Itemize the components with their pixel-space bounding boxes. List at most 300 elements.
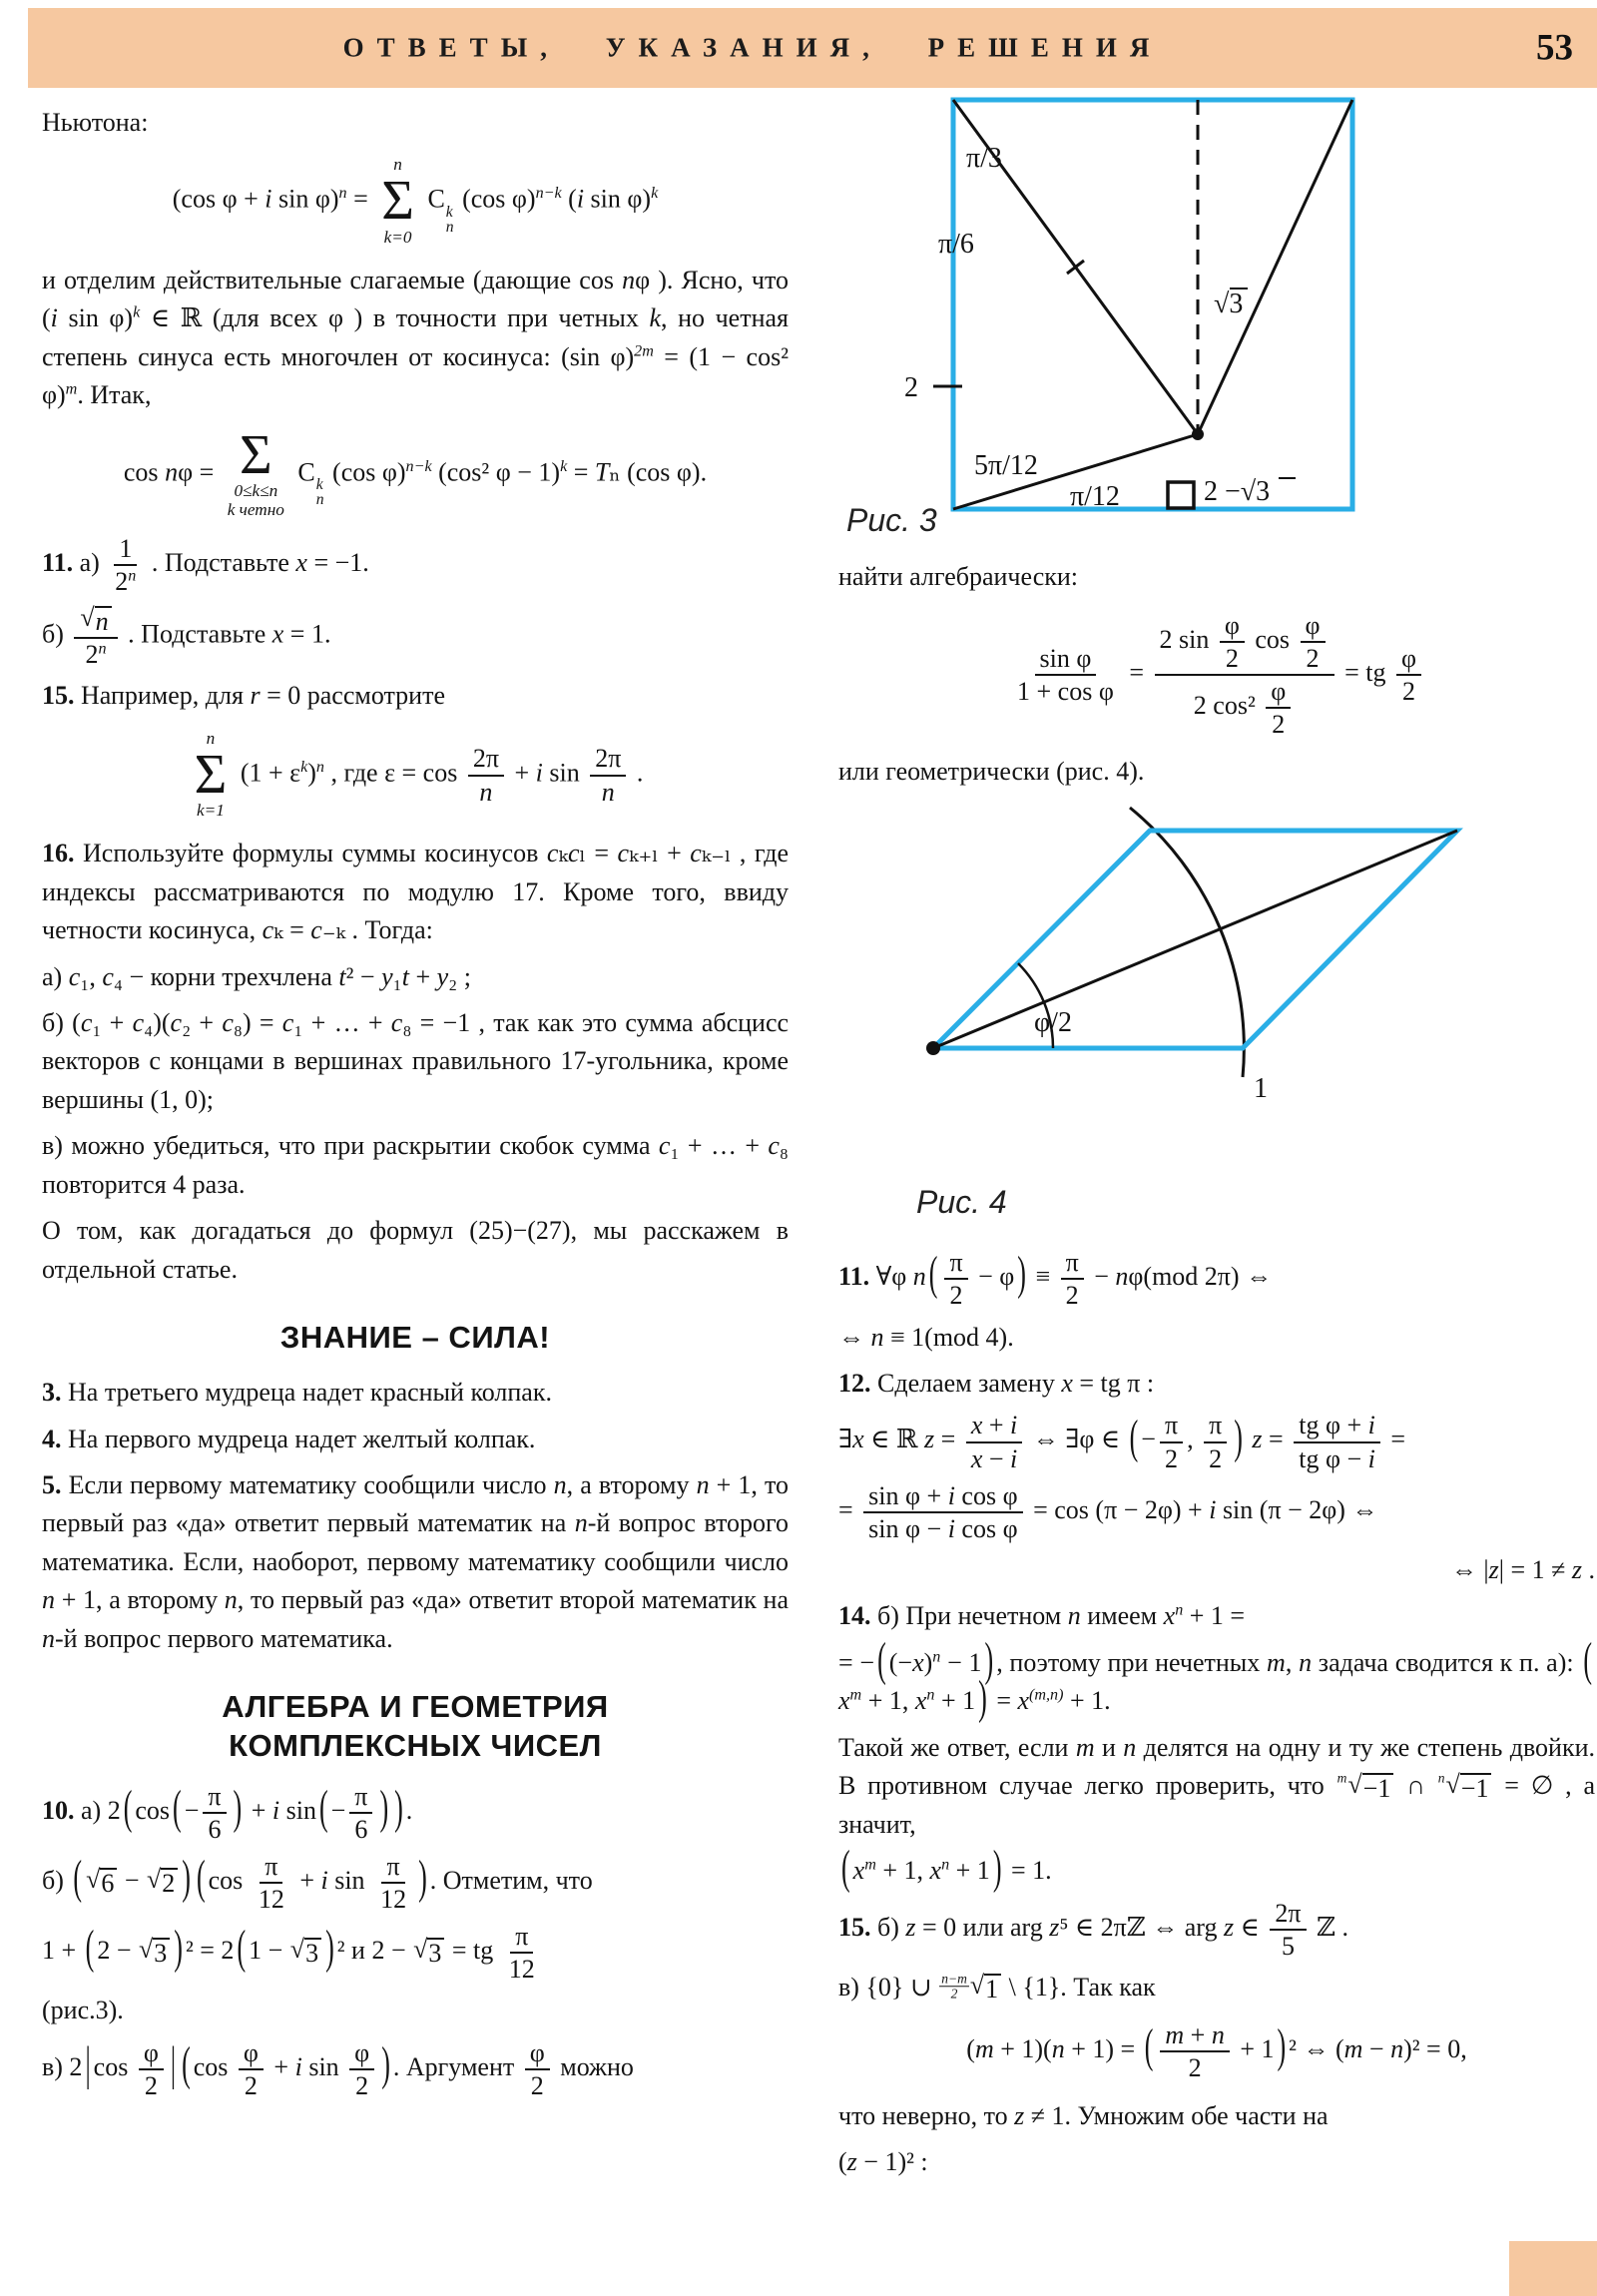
text-run: π [208,1781,222,1811]
text-run: найти алгебраически: [838,562,1079,592]
text-run: ₁ + [92,1008,133,1037]
text-run: + 1, [875,1856,930,1886]
text-run: = −1. [306,547,369,577]
superscript [66,380,78,397]
italic-run: c [617,839,630,868]
big-delimiter: ( [123,1780,133,1834]
italic-run: c [262,915,274,945]
text-run: − 1)² : [856,2147,928,2177]
superscript [651,185,658,202]
text-run: Например, для [74,681,251,711]
fraction [944,1248,967,1310]
italic-run: c [80,1008,93,1037]
text-run: n [206,728,216,748]
figure-4 [838,800,1537,1229]
fraction [1270,1899,1306,1961]
superscript [634,342,654,359]
superscript [316,759,324,776]
right-column-lower-text [838,1248,1595,2181]
text-run: − [1362,2034,1391,2064]
text-run: и отделим действительные слагаемые (дающие cos [42,265,623,294]
paragraph [838,1597,1595,1635]
paragraph [838,1481,1595,1543]
fraction [1301,611,1326,673]
italic-run: i [947,1480,955,1510]
paragraph [838,1899,1595,1961]
big-delimiter: ( [928,1246,938,1301]
paragraph [42,1212,789,1289]
text-run: 2 [85,640,99,670]
text-run: (cos² φ − 1) [431,457,561,487]
paragraph [42,262,789,415]
radical: n √ −1 [1438,1773,1492,1804]
fraction [966,1411,1022,1472]
text-run: + [245,1795,272,1825]
text-run: = 1. [1004,1856,1052,1886]
fraction [349,1782,372,1844]
italic-run: m [1075,1732,1095,1762]
italic-run: n [95,606,109,636]
big-delimiter: ( [73,1850,83,1905]
text-run: Используйте формулы суммы косинусов [74,839,547,868]
italic-run: c [281,1008,294,1037]
italic-run: m [1343,2034,1363,2064]
paragraph [838,1969,1595,2007]
superscript [850,1687,862,1704]
text-run: ⇔ | [1450,1554,1489,1584]
text-run: − [982,1443,1011,1473]
fig4-diagonal [933,831,1457,1048]
fraction [863,1481,1022,1543]
italic-run: n [696,1469,710,1499]
text-run: , [1285,1647,1300,1677]
text-run: 2π [472,744,499,774]
italic-run: i [1367,1411,1375,1440]
text-run: − [1141,1425,1156,1454]
italic-run: n [1437,1770,1445,1786]
fig4-caption: Рис. 4 [916,1183,1007,1220]
bold-run: 10. [42,1795,75,1825]
sum-operator: n Σ k=1 [194,728,228,821]
text-run: + 1, то первый раз «да» ответит первый математик на [42,1469,789,1538]
text-run: и [1094,1732,1124,1762]
big-delimiter: ) [394,1780,403,1834]
text-run: π [1065,1248,1079,1278]
italic-run: x [1017,1686,1030,1716]
italic-run: n [601,777,615,807]
text-run: k [315,475,323,493]
text-run: 2 [1209,1443,1223,1473]
italic-run: m [1336,1770,1347,1786]
text-run: -й вопрос первого математика. [55,1623,393,1653]
text-run: + 1) = [1064,2034,1142,2064]
text-run: ≠ 1. Умножим обе части на [1024,2100,1329,2130]
text-run: φ [1271,677,1287,707]
big-delimiter: ( [318,1780,328,1834]
text-run: ₄ − корни трехчлена [113,961,339,991]
text-run: k [133,303,141,321]
text-run: . Подставьте [145,547,296,577]
text-run: C [420,185,445,215]
text-run: − φ [971,1262,1015,1292]
display-formula [42,423,789,520]
text-run: (m,n) [1029,1686,1064,1704]
text-run: делятся на одну и ту же степень двойки. В противном случае легко проверить, что [838,1732,1595,1801]
text-run: − [330,1795,346,1825]
text-run: = [567,457,595,487]
text-run: , где ε = cos [323,758,464,788]
italic-run: k [649,303,662,333]
page-header-title: ОТВЕТЫ, УКАЗАНИЯ, РЕШЕНИЯ [342,32,1163,63]
text-run: На третьего мудреца надет красный колпак. [61,1378,552,1408]
text-run: ₖ = [273,915,311,945]
text-run: sin [542,758,587,788]
text-run: 2π [595,744,622,774]
italic-run: z [924,1425,935,1454]
text-run: ₁ + … + [670,1131,769,1161]
text-run: а) [42,961,69,991]
right-column [838,85,1595,2190]
big-delimiter: ) [381,2036,390,2091]
text-run: k=1 [197,801,225,821]
text-run: + [292,1866,321,1896]
text-run: φ [1305,610,1321,640]
text-run: k [560,457,568,475]
italic-run: c [68,961,81,991]
italic-run: i [265,185,272,215]
text-run: | = 1 ≠ [1498,1554,1572,1584]
display-formula [838,2020,1595,2082]
text-run: ∀φ [869,1262,913,1292]
text-run: ∈ [1234,1912,1267,1942]
fig3-label-sqrt3: √3 [1214,288,1244,319]
fraction [74,604,117,669]
italic-run: n [553,1469,567,1499]
paragraph [838,2097,1595,2135]
big-delimiter: ) [1017,1246,1026,1301]
text-run: ЗНАНИЕ – СИЛА! [279,1320,551,1356]
paragraph [42,1127,789,1204]
page-header [28,8,1597,88]
italic-run: z [1224,1912,1235,1942]
text-run: . [1582,1554,1595,1584]
italic-run: n [42,1623,55,1653]
italic-run: m [957,1970,967,1986]
big-delimiter: ( [1583,1632,1593,1686]
italic-run: i [294,2052,302,2082]
fraction [1396,644,1421,706]
big-delimiter: ( [237,1920,247,1975]
text-run: = 1. [283,619,331,649]
italic-run: n [1051,2034,1065,2064]
fig3-label-5pi12: 5π/12 [974,450,1038,481]
italic-run: T [594,457,610,487]
fraction [468,744,504,806]
text-run: + 1. [1063,1686,1111,1716]
text-run: ∩ [1394,1771,1437,1801]
text-run: + [1184,2020,1212,2050]
text-run: −1 [1460,1773,1489,1803]
text-run: 12 [258,1885,284,1915]
italic-run: n [870,1322,884,1352]
text-run: (1 + ε [234,758,301,788]
fraction [1204,1411,1227,1472]
text-run: cos [208,1866,250,1896]
italic-run: n [1299,1647,1313,1677]
big-delimiter: ( [173,1780,182,1834]
paragraph [42,104,789,142]
text-run: ⇔ ∃φ ∈ [1026,1425,1127,1454]
text-run: n−k [405,457,432,475]
text-run: m [849,1686,862,1704]
text-run: sin φ) [57,303,134,333]
italic-run: i [947,1513,955,1543]
text-run: 5 [1281,1931,1295,1961]
text-run: = [1122,658,1151,688]
text-run: n [315,758,324,776]
text-run: ₖ₋ₗ , где индексы рассматриваются по модулю 17. Кроме того, ввиду четности косинуса, [42,839,790,945]
paragraph [838,2143,1595,2181]
fig3-label-value: 2 −√3 [1204,476,1271,507]
text-run: 2 cos² [1193,691,1263,721]
text-run: sin [327,1866,372,1896]
italic-run: c [658,1131,671,1161]
italic-run: z [905,1912,916,1942]
fig3-label-pi6: π/6 [938,229,974,260]
text-run: а) 2 [74,1795,121,1825]
paragraph [42,1421,789,1458]
text-run: 2 [1306,644,1320,674]
text-run: в) {0} ∪ [838,1972,939,2002]
text-run: ₂ + [182,1008,223,1037]
text-run: Сделаем замену [870,1369,1062,1398]
text-run: 2 [1401,677,1415,707]
text-run: + 1 [934,1686,976,1716]
bold-run: 3. [42,1378,62,1408]
paragraph [838,1551,1595,1589]
paragraph [42,534,789,596]
italic-run: x [1163,1601,1176,1631]
italic-run: n [912,1262,926,1292]
text-run: n [128,567,137,585]
text-run: ∈ ℝ [863,1425,925,1454]
text-run: ₈ = −1 , так как это сумма абсцисс векторов с концами в вершинах правильного 17-угольника, кроме вершины (1, 0); [42,1008,790,1114]
text-run: = [934,1425,962,1454]
text-run: + 1 = [1183,1601,1246,1631]
text-run: ) [307,758,316,788]
text-run: m [864,1856,876,1874]
text-run: φ [529,2037,545,2067]
fraction [1012,644,1119,706]
radical: √ 3 [413,1938,444,1969]
text-run: 6 [101,1868,115,1898]
sum-operator: Σ 0≤k≤n k четно [227,423,284,519]
big-delimiter: ) [233,1780,243,1834]
big-delimiter: ( [841,1840,850,1895]
italic-run: x [852,1856,865,1886]
text-run: 2 [1065,1281,1079,1311]
radical: √ 3 [290,1938,321,1969]
text-run: 1 [119,533,133,563]
italic-run: x [1061,1369,1073,1398]
italic-run: n [165,457,179,487]
text-run: cos φ [954,1480,1018,1510]
italic-run: c [690,839,702,868]
radical: √ 2 [147,1868,178,1899]
text-run: n−k [535,185,562,203]
big-delimiter: ) [174,1920,183,1975]
text-run: . Отметим, что [429,1866,593,1896]
italic-run: i [1367,1443,1375,1473]
text-run: = 0 рассмотрите [260,681,445,711]
paragraph [42,1782,789,1844]
superscript [536,185,562,202]
text-run: Если первому математику сообщили число [61,1469,554,1499]
bold-run: 11. [42,547,74,577]
text-run: 12 [508,1955,535,1985]
text-run: можно [553,2052,634,2082]
text-run: = tg π : [1072,1369,1155,1398]
text-run: 2 sin [1159,625,1216,655]
text-run: = [1262,1425,1291,1454]
text-run: φ(mod 2π) ⇔ [1128,1262,1273,1292]
text-run: φ [143,2037,159,2067]
text-run: φ [1400,644,1416,674]
text-run: C [290,457,315,487]
text-run: + [982,1411,1011,1440]
text-run: ₈) = [233,1008,282,1037]
text-run: ∈ ℝ (для всех φ ) в точности при четных [140,303,650,333]
big-delimiter: ( [182,2036,191,2091]
radical: √ 6 [86,1868,117,1899]
text-run: а) [73,547,107,577]
paragraph [838,1319,1595,1357]
paragraph [42,835,789,949]
text-run: = 0 или arg [915,1912,1050,1942]
text-run: (cos φ) [325,457,406,487]
italic-run: x [970,1443,983,1473]
text-run: , а второму [566,1469,697,1499]
text-run: φ ). Ясно, что ( [42,265,789,333]
big-delimiter: ( [877,1632,886,1686]
text-run: ₖ₊ₗ + [629,839,691,868]
text-run: = − [838,1647,875,1677]
italic-run: n [224,1585,238,1615]
text-run: = tg [445,1936,500,1966]
radical: $\frac{n-m}{2}$ √ 1 [939,1974,1001,2006]
paragraph [42,2038,789,2100]
text-run: КОМПЛЕКСНЫХ ЧИСЕЛ [229,1728,602,1764]
italic-run: z [1488,1554,1499,1584]
text-run: 1 + [42,1936,83,1966]
text-run: sin φ + [868,1480,948,1510]
text-run: = (1 − cos² φ) [42,341,789,410]
italic-run: n [42,1585,55,1615]
text-run: cos [135,1795,171,1825]
text-run: − [118,1866,147,1896]
paragraph [42,1992,789,2029]
text-run: m [65,380,78,398]
big-delimiter: ( [196,1850,206,1905]
text-run: 3 [305,1939,319,1969]
text-run: в) 2 [42,2052,83,2082]
paragraph [42,1466,789,1658]
text-run: 2m [634,341,654,359]
text-run: cos [193,2052,235,2082]
text-run: 6 [208,1814,222,1844]
text-run: 2 [355,2071,369,2101]
italic-run: m [1267,1647,1286,1677]
text-run: sin φ) [271,185,339,215]
text-run: π [265,1852,278,1882]
fig3-tick-mark [1067,261,1084,274]
fraction [504,1922,540,1984]
fig3-label-pi3: π/3 [966,143,1002,174]
italic-run: i [576,185,585,215]
text-run: k [651,185,659,203]
fraction [1266,677,1291,739]
fraction [375,1852,411,1914]
text-run: ₂ ; [448,961,471,991]
big-delimiter: ( [85,1920,95,1975]
text-run: 0≤k≤n [234,480,278,500]
text-run: tg φ + [1299,1411,1368,1440]
stacked-indices [446,205,454,236]
bold-run: 12. [838,1369,871,1398]
text-run: n [315,491,324,509]
text-run: k четно [227,499,284,519]
text-run: 2 [1225,644,1239,674]
italic-run: r [250,681,261,711]
paragraph [42,1922,789,1984]
text-run: = [989,1686,1018,1716]
text-run: tg φ − [1299,1443,1368,1473]
text-run: = tg [1337,658,1392,688]
text-run: ≡ [1028,1262,1057,1292]
text-run: + [408,961,437,991]
paragraph [838,1365,1595,1403]
fraction [590,744,626,806]
italic-run: x [912,1647,924,1677]
paragraph [838,1729,1595,1844]
text-run: ₄)( [144,1008,171,1037]
text-run: . Аргумент [392,2052,521,2082]
superscript [1029,1687,1063,1704]
text-run: в) можно убедиться, что при раскрытии скобок сумма [42,1131,659,1161]
fraction [139,2038,164,2100]
italic-run: x [914,1686,927,1716]
text-run: = ∅ , а значит, [838,1771,1596,1839]
text-run: ² и 2 − [336,1936,413,1966]
fig3-caption: Рис. 3 [846,502,937,538]
paragraph [42,1852,789,1914]
text-run: ₁ [392,961,402,991]
text-run: ₋ₖ . Тогда: [321,915,433,945]
paragraph [42,677,789,715]
text-run: φ [354,2037,370,2067]
text-run: ₖ [558,839,568,868]
italic-run: z [1252,1425,1263,1454]
superscript [941,1857,949,1874]
text-run: k=0 [383,227,412,247]
italic-run: i [1010,1411,1018,1440]
text-run: + 1 [949,1856,990,1886]
bold-run: 14. [838,1601,871,1631]
italic-run: n [1390,2034,1404,2064]
radical: √ 3 [139,1938,170,1969]
paragraph [838,1632,1595,1725]
text-run: 2 [950,1986,958,2002]
